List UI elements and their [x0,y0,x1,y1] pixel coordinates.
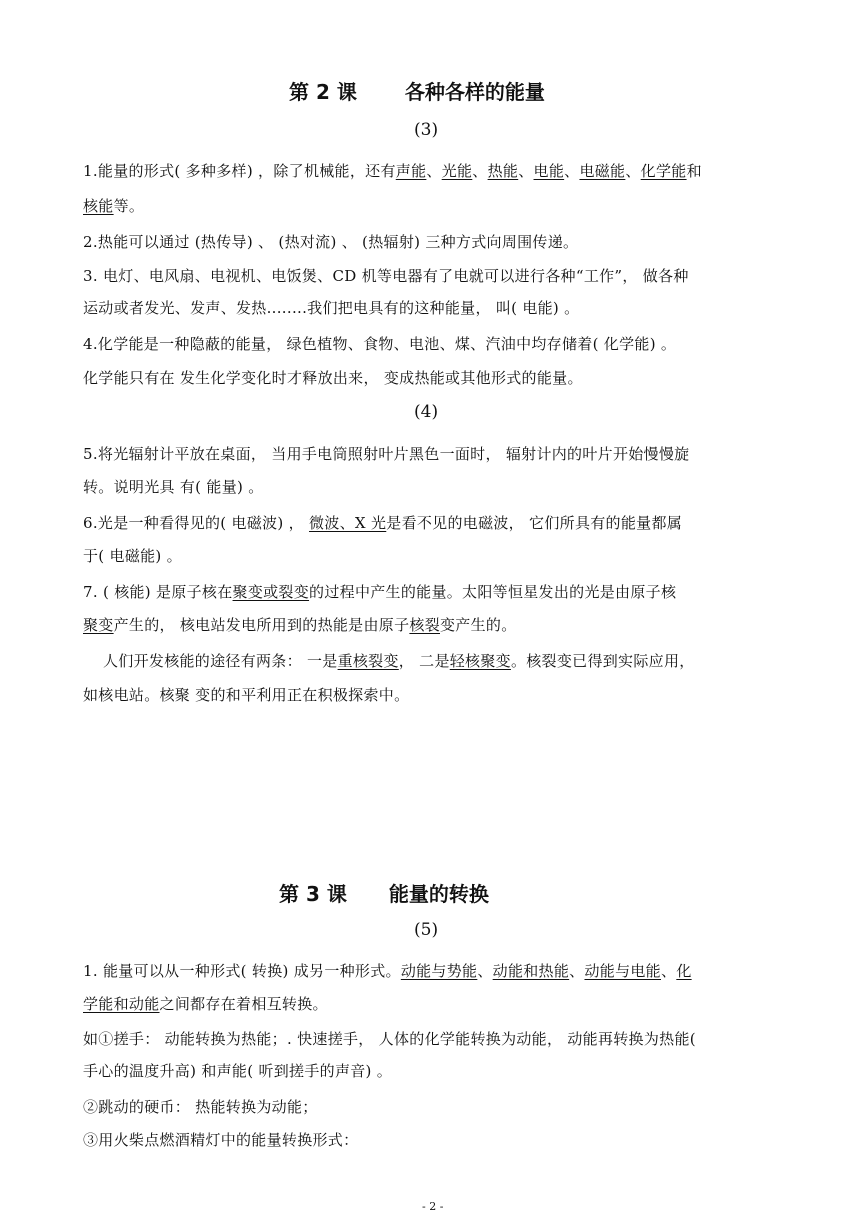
q1-line [83,160,702,182]
q2-line: 2.热能可以通过 (热传导) 、 (热对流) 、 (热辐射) 三种方式向周围传递。 [83,233,579,251]
q7-line2-end: 变产生的。 [440,616,517,634]
answer-electric-energy: 电能 [533,162,565,180]
answer-light-energy: 光能 [441,162,473,180]
q3-line2: 运动或者发光、发声、发热........我们把电具有的这种能量， 叫( 电能) 。 [83,299,580,317]
answer-electromagnetic-energy: 电磁能 [579,162,626,180]
q4-line2: 化学能只有在 发生化学变化时才释放出来， 变成热能或其他形式的能量。 [83,369,583,387]
q4-line1: 4.化学能是一种隐蔽的能量， 绿色植物、食物、电池、煤、汽油中均存储着( 化学能) 。 [83,335,677,353]
q3-line1: 3. 电灯、电风扇、电视机、电饭煲、CD 机等电器有了电就可以进行各种“工作”， 做各种 [83,267,689,285]
answer-chemical-kinetic-end: 学能和动能 [83,995,160,1013]
l3-q1-line1 [83,960,692,982]
answer-kinetic-potential: 动能与势能 [400,962,478,980]
q1-ending: 等。 [113,197,145,215]
q5-line1: 5.将光辐射计平放在桌面， 当用手电筒照射叶片黑色一面时， 辐射计内的叶片开始慢慢旋 [83,445,690,463]
separator: 、 [569,962,585,980]
l3-q1-text-end: 之间都存在着相互转换。 [159,995,328,1013]
answer-sound-energy: 声能 [395,162,427,180]
example1-line2: 手心的温度升高) 和声能( 听到搓手的声音) 。 [83,1062,393,1080]
l3-q1-line2 [83,993,328,1015]
separator: 、 [472,162,488,180]
separator: 、 [426,162,442,180]
example1-line1: 如①搓手： 动能转换为热能；. 快速搓手， 人体的化学能转换为动能， 动能再转换为热能( [83,1030,696,1048]
answer-light-nucleus-fusion: 轻核聚变 [449,652,511,670]
q5-line2: 转。说明光具 有( 能量) 。 [83,478,264,496]
answer-kinetic-electric: 动能与电能 [584,962,661,980]
nuclear-paragraph-line2: 如核电站。核聚 变的和平利用正在积极探索中。 [83,686,410,704]
lesson3-title [279,878,489,907]
section-heading-3: (3) [414,120,439,140]
l3-q1-text: 1. 能量可以从一种形式( 转换) 成另一种形式。 [83,962,401,980]
answer-microwave-xray: 微波、X 光 [309,514,387,532]
q1-line2 [83,195,144,217]
answer-fusion: 聚变 [83,616,114,634]
page-number: - 2 - [422,1200,444,1213]
q6-line1 [83,512,682,534]
q1-text: 1.能量的形式( 多种多样) ，除了机械能，还有 [83,162,396,180]
example2-line: ②跳动的硬币： 热能转换为动能； [83,1098,318,1116]
separator: 、 [625,162,641,180]
q7-line1 [83,581,676,603]
separator: 、 [477,962,493,980]
nuclear-paragraph-line1 [103,650,695,672]
answer-heat-energy: 热能 [487,162,519,180]
separator: 、 [661,962,677,980]
q6-line2: 于( 电磁能) 。 [83,547,182,565]
answer-heavy-nucleus-fission: 重核裂变 [337,652,399,670]
lesson3-title-number: 第 3 课 [279,882,347,906]
separator: 、 [564,162,580,180]
q7-text-cont: 的过程中产生的能量。太阳等恒星发出的光是由原子核 [309,583,677,601]
answer-fusion-or-fission: 聚变或裂变 [232,583,310,601]
separator: 、 [518,162,534,180]
section-heading-4: (4) [414,402,439,422]
q7-text: 7. ( 核能) 是原子核在 [83,583,233,601]
lesson2-title-name: 各种各样的能量 [404,80,545,104]
section-heading-5: (5) [414,920,439,940]
para-text: 。核裂变已得到实际应用， [510,652,695,670]
para-text: ， 二是 [398,652,450,670]
para-text: 人们开发核能的途径有两条： 一是 [103,652,338,670]
q6-text-cont: 是看不见的电磁波， 它们所具有的能量都属 [386,514,683,532]
connector: 和 [686,162,702,180]
q6-text: 6.光是一种看得见的( 电磁波) ， [83,514,310,532]
answer-kinetic-heat: 动能和热能 [492,962,570,980]
answer-chemical-kinetic-start: 化 [676,962,692,980]
answer-chemical-energy: 化学能 [640,162,687,180]
lesson2-title-number: 第 2 课 [289,80,357,104]
answer-nuclear-energy: 核能 [83,197,114,215]
q7-line2 [83,614,517,636]
answer-nuclear-fission: 核裂 [409,616,440,634]
example3-line: ③用火柴点燃酒精灯中的能量转换形式： [83,1131,359,1149]
lesson2-title [289,76,545,105]
lesson3-title-name: 能量的转换 [388,882,489,906]
q7-line2-text: 产生的， 核电站发电所用到的热能是由原子 [113,616,410,634]
